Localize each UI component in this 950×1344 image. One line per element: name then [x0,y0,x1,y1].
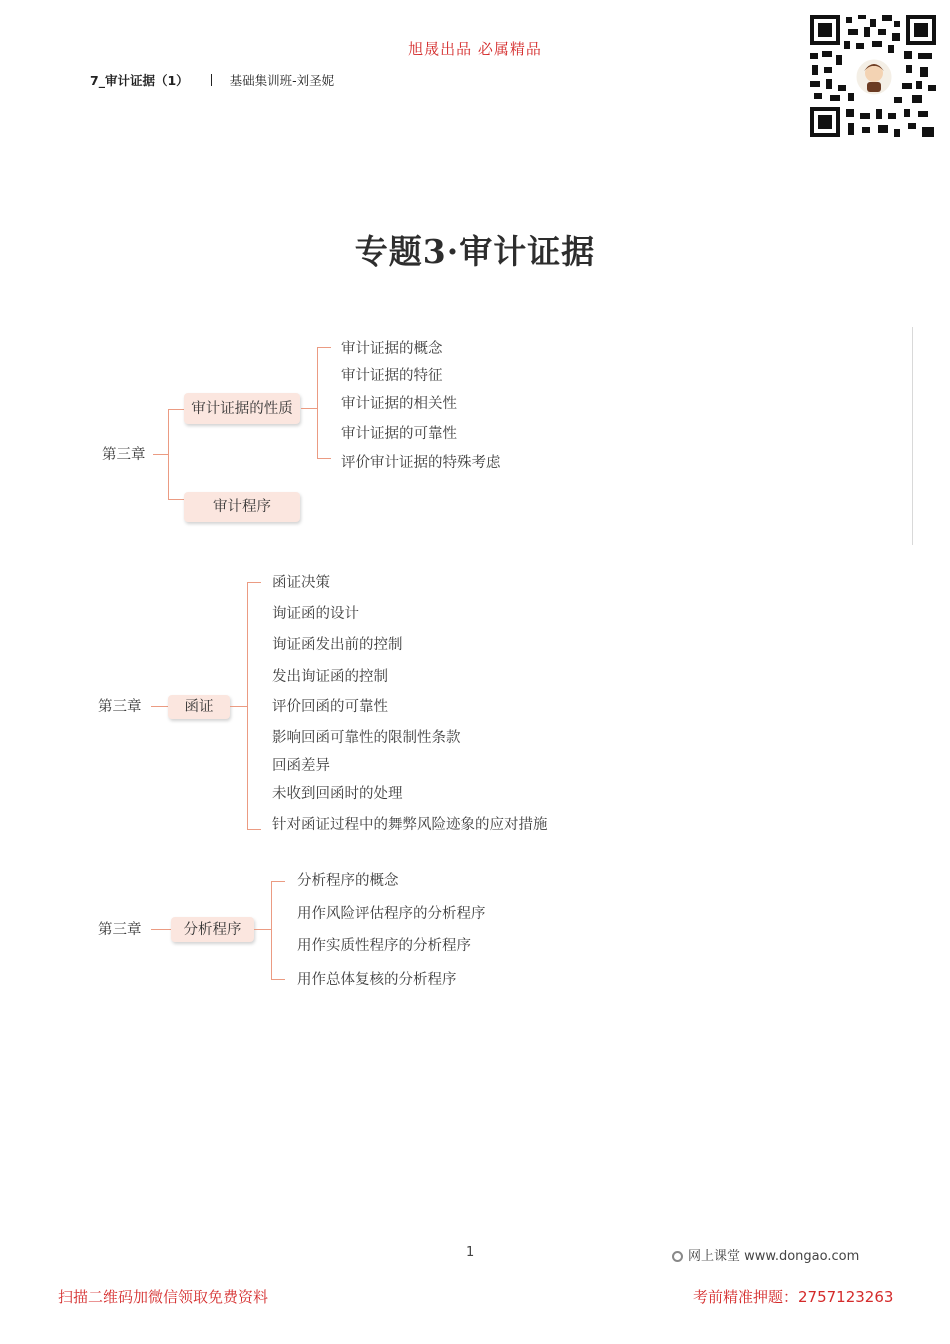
map1-sub-connector [301,408,317,409]
map2-leaf: 发出询证函的控制 [272,669,388,685]
class-name: 基础集训班-刘圣妮 [229,73,335,88]
map3-root: 第三章 [98,922,142,938]
map1-sub-tick-top [317,347,331,348]
map2-leaf: 评价回函的可靠性 [272,699,388,715]
map3-node-analytical: 分析程序 [171,917,254,942]
map1-trunk [168,409,169,500]
promo-left: 扫描二维码加微信领取免费资料 [58,1288,269,1306]
site-credit [672,1245,859,1264]
site-credit-text: 网上课堂 www.dongao.com [688,1249,860,1264]
map1-node-procedure: 审计程序 [184,492,300,522]
map2-leaf: 影响回函可靠性的限制性条款 [272,730,461,746]
qr-code-icon [808,13,938,139]
map3-sub-tick-top [271,881,285,882]
map2-leaf: 询证函的设计 [272,606,359,622]
map2-leaf: 未收到回函时的处理 [272,786,403,802]
map1-leaf: 审计证据的可靠性 [341,426,457,442]
map1-leaf: 审计证据的特征 [341,368,443,384]
map1-link-a [168,409,184,410]
map2-leaf: 询证函发出前的控制 [272,637,403,653]
map2-sub-tick-top [247,582,261,583]
map2-leaf: 函证决策 [272,575,330,591]
map2-root: 第三章 [98,699,142,715]
map3-leaf: 用作风险评估程序的分析程序 [297,906,486,922]
map3-sub-trunk [271,881,272,980]
page-title: 专题3·审计证据 [354,232,596,271]
map3-leaf: 用作实质性程序的分析程序 [297,938,471,954]
map2-leaf: 针对函证过程中的舞弊风险迹象的应对措施 [272,817,548,833]
map1-root-connector [153,454,168,455]
map1-root: 第三章 [102,447,146,463]
map1-sub-trunk [317,347,318,459]
page-number: 1 [466,1245,475,1260]
map3-sub-tick-bottom [271,979,285,980]
header-divider [211,74,212,86]
map1-node-nature: 审计证据的性质 [184,393,300,424]
map3-root-connector [151,929,171,930]
map2-leaf: 回函差异 [272,758,330,774]
map2-node-confirmation: 函证 [168,695,230,719]
map1-sub-tick-bottom [317,458,331,459]
map2-root-connector [151,706,168,707]
document-header [90,71,334,89]
map1-leaf: 审计证据的概念 [341,341,443,357]
map3-leaf: 分析程序的概念 [297,873,399,889]
map1-leaf: 审计证据的相关性 [341,396,457,412]
site-logo-icon [672,1251,683,1262]
map3-leaf: 用作总体复核的分析程序 [297,972,457,988]
brand-slogan: 旭晟出品 必属精品 [408,40,542,58]
page-side-rule [912,327,913,545]
map1-leaf: 评价审计证据的特殊考虑 [341,455,501,471]
course-title: 7_审计证据（1） [90,73,189,88]
promo-right: 考前精准押题：2757123263 [693,1288,894,1306]
map3-sub-connector [254,929,271,930]
map2-sub-connector [230,706,247,707]
map2-sub-tick-bottom [247,829,261,830]
map1-link-b [168,499,184,500]
map2-sub-trunk [247,582,248,830]
